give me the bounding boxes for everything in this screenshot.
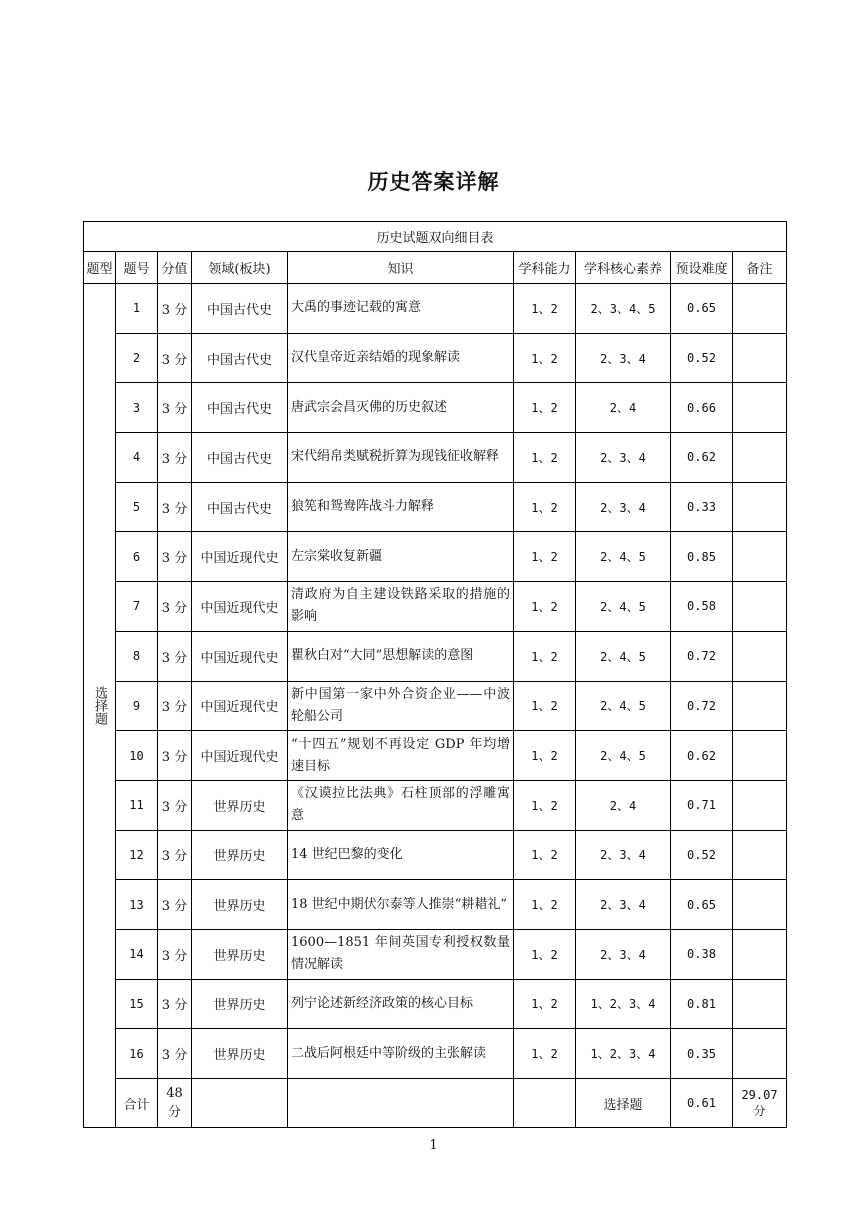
literacy-cell: 2、3、4 (576, 880, 671, 930)
note-cell (733, 929, 787, 979)
table-row (84, 979, 787, 1029)
header-cell: 学科能力 (514, 252, 576, 284)
knowledge-cell: 瞿秋白对“大同”思想解读的意图 (288, 631, 514, 681)
question-number-cell: 8 (116, 631, 158, 681)
note-cell (733, 681, 787, 731)
header-cell: 领域(板块) (192, 252, 288, 284)
header-cell: 学科核心素养 (576, 252, 671, 284)
table-row (84, 482, 787, 532)
note-cell (733, 582, 787, 632)
question-number-cell: 7 (116, 582, 158, 632)
domain-cell: 世界历史 (192, 780, 288, 830)
ability-cell: 1、2 (514, 780, 576, 830)
score-cell: 3 分 (158, 929, 192, 979)
difficulty-cell: 0.38 (671, 929, 733, 979)
domain-cell: 中国近现代史 (192, 532, 288, 582)
note-cell (733, 1029, 787, 1079)
header-cell: 分值 (158, 252, 192, 284)
knowledge-cell: 唐武宗会昌灭佛的历史叙述 (288, 383, 514, 433)
domain-cell: 中国近现代史 (192, 681, 288, 731)
difficulty-cell: 0.72 (671, 631, 733, 681)
score-cell: 3 分 (158, 284, 192, 334)
total-label-cell: 合计 (116, 1079, 158, 1128)
header-cell: 预设难度 (671, 252, 733, 284)
knowledge-cell: 清政府为自主建设铁路采取的措施的影响 (288, 582, 514, 632)
difficulty-cell: 0.72 (671, 681, 733, 731)
literacy-cell: 2、4、5 (576, 731, 671, 781)
domain-cell: 世界历史 (192, 979, 288, 1029)
table-row (84, 780, 787, 830)
difficulty-cell: 0.35 (671, 1029, 733, 1079)
total-note-cell: 29.07 分 (733, 1079, 787, 1128)
question-number-cell: 15 (116, 979, 158, 1029)
difficulty-cell: 0.33 (671, 482, 733, 532)
literacy-cell: 2、3、4 (576, 333, 671, 383)
domain-cell: 中国古代史 (192, 482, 288, 532)
question-number-cell: 3 (116, 383, 158, 433)
table-row (84, 433, 787, 483)
score-cell: 3 分 (158, 383, 192, 433)
table-row (84, 731, 787, 781)
total-row (84, 1079, 787, 1128)
note-cell (733, 333, 787, 383)
ability-cell: 1、2 (514, 830, 576, 880)
ability-cell: 1、2 (514, 582, 576, 632)
page-number: 1 (429, 1138, 438, 1153)
total-score-cell: 48 分 (158, 1079, 192, 1128)
question-number-cell: 12 (116, 830, 158, 880)
note-cell (733, 532, 787, 582)
score-cell: 3 分 (158, 582, 192, 632)
literacy-cell: 2、3、4 (576, 433, 671, 483)
question-number-cell: 2 (116, 333, 158, 383)
ability-cell: 1、2 (514, 333, 576, 383)
two-way-spec-table (83, 221, 787, 1128)
knowledge-cell: 二战后阿根廷中等阶级的主张解读 (288, 1029, 514, 1079)
ability-cell: 1、2 (514, 929, 576, 979)
domain-cell: 中国古代史 (192, 433, 288, 483)
literacy-cell: 2、4、5 (576, 582, 671, 632)
note-cell (733, 482, 787, 532)
difficulty-cell: 0.58 (671, 582, 733, 632)
header-cell: 题号 (116, 252, 158, 284)
score-cell: 3 分 (158, 731, 192, 781)
header-cell: 备注 (733, 252, 787, 284)
question-number-cell: 16 (116, 1029, 158, 1079)
domain-cell: 世界历史 (192, 1029, 288, 1079)
score-cell: 3 分 (158, 333, 192, 383)
table-row (84, 631, 787, 681)
literacy-cell: 2、4、5 (576, 532, 671, 582)
score-cell: 3 分 (158, 880, 192, 930)
literacy-cell: 2、3、4 (576, 929, 671, 979)
difficulty-cell: 0.71 (671, 780, 733, 830)
literacy-cell: 2、4 (576, 383, 671, 433)
domain-cell: 中国近现代史 (192, 731, 288, 781)
knowledge-cell: 汉代皇帝近亲结婚的现象解读 (288, 333, 514, 383)
document-title: 历史答案详解 (367, 170, 500, 194)
literacy-cell: 2、4 (576, 780, 671, 830)
knowledge-cell: 《汉谟拉比法典》石柱顶部的浮雕寓意 (288, 780, 514, 830)
note-cell (733, 284, 787, 334)
score-cell: 3 分 (158, 681, 192, 731)
note-cell (733, 780, 787, 830)
note-cell (733, 731, 787, 781)
table-row (84, 681, 787, 731)
domain-cell: 世界历史 (192, 830, 288, 880)
question-number-cell: 9 (116, 681, 158, 731)
question-number-cell: 13 (116, 880, 158, 930)
question-number-cell: 4 (116, 433, 158, 483)
knowledge-cell: 狼筅和鸳鸯阵战斗力解释 (288, 482, 514, 532)
question-number-cell: 10 (116, 731, 158, 781)
knowledge-cell: 18 世纪中期伏尔泰等人推崇“耕耤礼” (288, 880, 514, 930)
empty-cell (288, 1079, 514, 1128)
difficulty-cell: 0.65 (671, 284, 733, 334)
literacy-cell: 2、4、5 (576, 681, 671, 731)
header-cell: 题型 (84, 252, 116, 284)
note-cell (733, 631, 787, 681)
question-number-cell: 6 (116, 532, 158, 582)
difficulty-cell: 0.52 (671, 830, 733, 880)
note-cell (733, 433, 787, 483)
ability-cell: 1、2 (514, 979, 576, 1029)
knowledge-cell: 左宗棠收复新疆 (288, 532, 514, 582)
difficulty-cell: 0.85 (671, 532, 733, 582)
knowledge-cell: 宋代绢帛类赋税折算为现钱征收解释 (288, 433, 514, 483)
ability-cell: 1、2 (514, 681, 576, 731)
question-number-cell: 11 (116, 780, 158, 830)
knowledge-cell: 14 世纪巴黎的变化 (288, 830, 514, 880)
score-cell: 3 分 (158, 433, 192, 483)
note-cell (733, 979, 787, 1029)
table-row (84, 582, 787, 632)
score-cell: 3 分 (158, 979, 192, 1029)
ability-cell: 1、2 (514, 532, 576, 582)
table-row (84, 532, 787, 582)
header-cell: 知识 (288, 252, 514, 284)
difficulty-cell: 0.66 (671, 383, 733, 433)
table-header-row (84, 252, 787, 284)
ability-cell: 1、2 (514, 880, 576, 930)
score-cell: 3 分 (158, 532, 192, 582)
ability-cell: 1、2 (514, 383, 576, 433)
domain-cell: 中国近现代史 (192, 582, 288, 632)
difficulty-cell: 0.62 (671, 433, 733, 483)
score-cell: 3 分 (158, 780, 192, 830)
literacy-cell: 2、4、5 (576, 631, 671, 681)
table-row (84, 929, 787, 979)
literacy-cell: 2、3、4 (576, 830, 671, 880)
question-type-cell: 选择题 (84, 284, 116, 1128)
empty-cell (514, 1079, 576, 1128)
domain-cell: 中国古代史 (192, 383, 288, 433)
ability-cell: 1、2 (514, 284, 576, 334)
table-row (84, 383, 787, 433)
question-number-cell: 14 (116, 929, 158, 979)
difficulty-cell: 0.52 (671, 333, 733, 383)
difficulty-cell: 0.81 (671, 979, 733, 1029)
knowledge-cell: 1600—1851 年间英国专利授权数量情况解读 (288, 929, 514, 979)
total-difficulty-cell: 0.61 (671, 1079, 733, 1128)
literacy-cell: 1、2、3、4 (576, 979, 671, 1029)
ability-cell: 1、2 (514, 631, 576, 681)
score-cell: 3 分 (158, 631, 192, 681)
literacy-cell: 1、2、3、4 (576, 1029, 671, 1079)
question-number-cell: 5 (116, 482, 158, 532)
score-cell: 3 分 (158, 1029, 192, 1079)
literacy-cell: 2、3、4 (576, 482, 671, 532)
knowledge-cell: 大禹的事迹记载的寓意 (288, 284, 514, 334)
knowledge-cell: “十四五”规划不再设定 GDP 年均增速目标 (288, 731, 514, 781)
empty-cell (192, 1079, 288, 1128)
knowledge-cell: 列宁论述新经济政策的核心目标 (288, 979, 514, 1029)
table-row (84, 1029, 787, 1079)
difficulty-cell: 0.65 (671, 880, 733, 930)
question-number-cell: 1 (116, 284, 158, 334)
difficulty-cell: 0.62 (671, 731, 733, 781)
domain-cell: 中国古代史 (192, 333, 288, 383)
ability-cell: 1、2 (514, 482, 576, 532)
note-cell (733, 880, 787, 930)
domain-cell: 世界历史 (192, 880, 288, 930)
domain-cell: 中国近现代史 (192, 631, 288, 681)
ability-cell: 1、2 (514, 1029, 576, 1079)
table-row (84, 880, 787, 930)
score-cell: 3 分 (158, 830, 192, 880)
ability-cell: 1、2 (514, 731, 576, 781)
total-type-cell: 选择题 (576, 1079, 671, 1128)
knowledge-cell: 新中国第一家中外合资企业——中波轮船公司 (288, 681, 514, 731)
note-cell (733, 830, 787, 880)
note-cell (733, 383, 787, 433)
score-cell: 3 分 (158, 482, 192, 532)
domain-cell: 中国古代史 (192, 284, 288, 334)
ability-cell: 1、2 (514, 433, 576, 483)
table-caption: 历史试题双向细目表 (84, 222, 787, 252)
table-row (84, 830, 787, 880)
table-row (84, 333, 787, 383)
table-row (84, 284, 787, 334)
domain-cell: 世界历史 (192, 929, 288, 979)
literacy-cell: 2、3、4、5 (576, 284, 671, 334)
